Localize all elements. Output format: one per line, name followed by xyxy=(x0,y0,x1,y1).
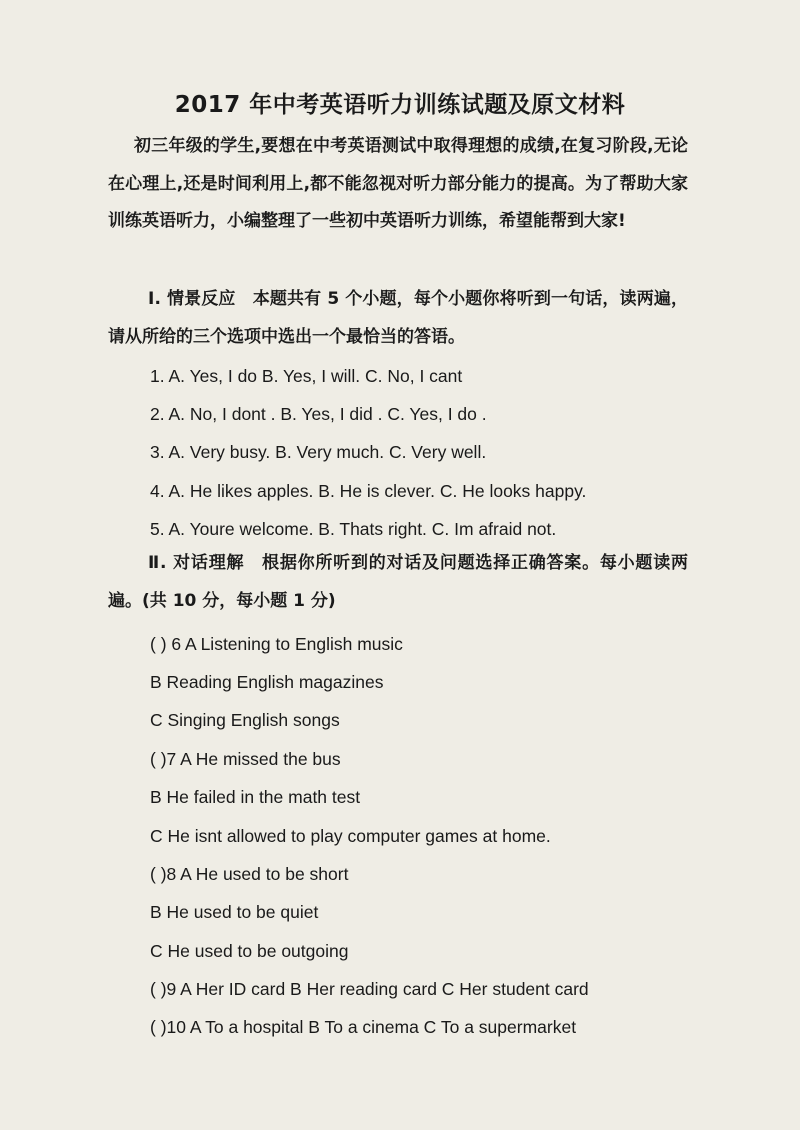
intro-paragraph: 初三年级的学生,要想在中考英语测试中取得理想的成绩,在复习阶段,无论在心理上,还是时间利用上,都不能忽视对听力部分能力的提高。为了帮助大家训练英语听力，小编整理了一些初中英语听力训练，希望能帮到大家! xyxy=(108,136,688,231)
option-line: C Singing English songs xyxy=(150,710,340,730)
question-line: ( )7 A He missed the bus xyxy=(150,749,341,769)
question-line: ( ) 6 A Listening to English music xyxy=(150,634,403,654)
question-line: ( )8 A He used to be short xyxy=(150,864,349,884)
page-title: 2017 年中考英语听力训练试题及原文材料 xyxy=(174,92,626,118)
question-line: 1. A. Yes, I do B. Yes, I will. C. No, I cant xyxy=(150,366,463,386)
section2-heading: Ⅱ. 对话理解 根据你所听到的对话及问题选择正确答案。每小题读两遍。(共 10 分，每小题 1 分) xyxy=(108,553,688,611)
question-line: 4. A. He likes apples. B. He is clever. C. He looks happy. xyxy=(150,481,587,501)
option-line: B He used to be quiet xyxy=(150,902,319,922)
question-line: 2. A. No, I dont . B. Yes, I did . C. Yes, I do . xyxy=(150,404,487,424)
question-line: 5. A. Youre welcome. B. Thats right. C. Im afraid not. xyxy=(150,519,557,539)
question-line: ( )10 A To a hospital B To a cinema C To a supermarket xyxy=(150,1017,577,1037)
question-line: ( )9 A Her ID card B Her reading card C Her student card xyxy=(150,979,589,999)
option-line: C He used to be outgoing xyxy=(150,941,349,961)
option-line: C He isnt allowed to play computer games at home. xyxy=(150,826,551,846)
option-line: B He failed in the math test xyxy=(150,787,361,807)
option-line: B Reading English magazines xyxy=(150,672,384,692)
section1-heading: Ⅰ. 情景反应 本题共有 5 个小题，每个小题你将听到一句话，读两遍，请从所给的三个选项中选出一个最恰当的答语。 xyxy=(108,289,688,347)
question-line: 3. A. Very busy. B. Very much. C. Very well. xyxy=(150,442,487,462)
